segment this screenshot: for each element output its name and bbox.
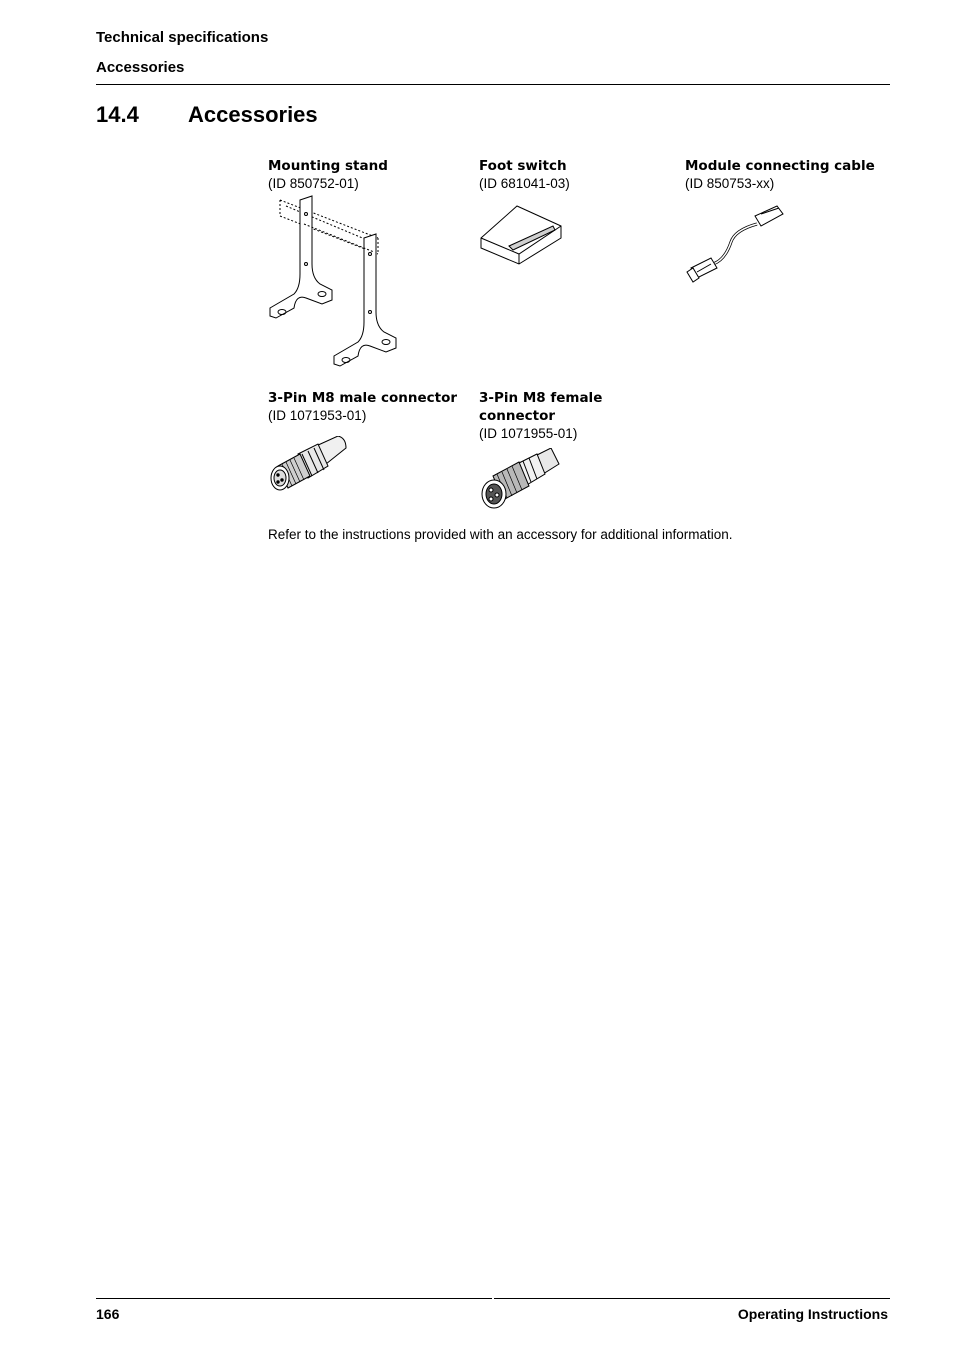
accessory-name: Mounting stand [268, 158, 388, 174]
accessory-id: (ID 850752-01) [268, 176, 359, 191]
foot-switch-icon [479, 202, 569, 272]
female-connector-icon [479, 448, 561, 512]
document-title: Operating Instructions [737, 1306, 888, 1322]
accessory-foot-switch [479, 157, 679, 272]
section-title: Accessories [188, 102, 318, 127]
accessory-female-connector [479, 389, 609, 512]
cable-icon [685, 202, 795, 292]
accessory-name: 3-Pin M8 female connector [479, 390, 603, 424]
accessory-male-connector [268, 389, 468, 498]
mounting-stand-icon [268, 194, 418, 374]
accessory-id: (ID 850753-xx) [685, 176, 775, 191]
accessory-id: (ID 1071955-01) [479, 426, 578, 441]
page-number: 166 [96, 1306, 120, 1322]
footer-rule-right [494, 1298, 890, 1299]
accessory-name: 3-Pin M8 male connector [268, 390, 458, 406]
accessory-name: Foot switch [479, 158, 567, 174]
running-header-chapter: Technical specifications [96, 29, 269, 46]
accessory-mounting-stand [268, 157, 468, 374]
accessory-id: (ID 681041-03) [479, 176, 570, 191]
accessory-connecting-cable [685, 157, 885, 292]
running-header-section: Accessories [96, 59, 185, 76]
male-connector-icon [268, 436, 350, 498]
accessory-note: Refer to the instructions provided with an accessory for additional information. [268, 527, 733, 542]
header-rule [96, 84, 890, 85]
accessory-name: Module connecting cable [685, 158, 875, 174]
accessory-id: (ID 1071953-01) [268, 408, 367, 423]
footer-rule-left [96, 1298, 492, 1299]
section-number: 14.4 [96, 102, 139, 127]
